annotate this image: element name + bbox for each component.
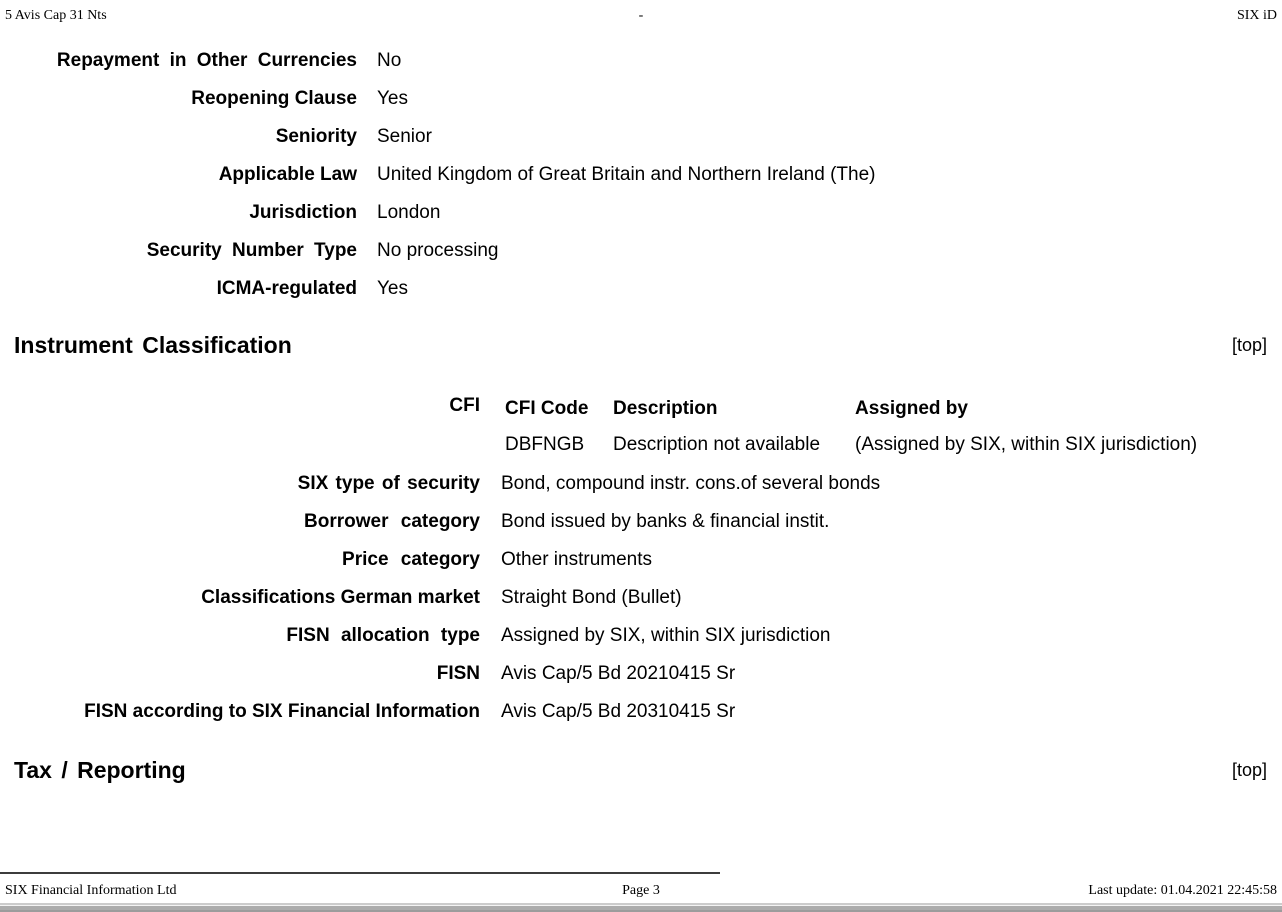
field-value: United Kingdom of Great Britain and Northern Ireland (The) <box>377 164 876 185</box>
field-value: Straight Bond (Bullet) <box>501 587 682 608</box>
horizontal-scrollbar[interactable] <box>0 903 1282 912</box>
section-title: Instrument Classification <box>14 332 292 358</box>
field-row <box>0 624 1282 662</box>
field-value: Yes <box>377 88 408 109</box>
classification-rows <box>0 472 1282 738</box>
field-label: ICMA-regulated <box>216 278 357 299</box>
field-label: Applicable Law <box>218 164 357 185</box>
field-row <box>0 586 1282 624</box>
cfi-table <box>505 397 1197 456</box>
field-label: Price category <box>342 549 480 570</box>
field-row <box>0 163 1282 201</box>
field-label: SIX type of security <box>297 473 480 494</box>
field-label: Seniority <box>275 126 357 147</box>
field-row <box>0 125 1282 163</box>
field-label: Repayment in Other Currencies <box>56 50 357 71</box>
cfi-field-label: CFI <box>449 395 480 416</box>
field-label: Jurisdiction <box>249 202 357 223</box>
header-product-name: SIX iD <box>1236 8 1277 23</box>
field-value: Avis Cap/5 Bd 20310415 Sr <box>501 701 736 722</box>
cfi-table-row <box>505 433 1197 456</box>
security-details-rows <box>0 49 1282 315</box>
document-header <box>5 8 1277 24</box>
header-separator: - <box>638 8 644 23</box>
cfi-code-value: DBFNGB <box>505 434 585 455</box>
field-value: Senior <box>377 126 432 147</box>
field-row <box>0 700 1282 738</box>
field-value: No <box>377 50 402 71</box>
field-value: No processing <box>377 240 499 261</box>
cfi-table-header-row <box>505 397 1197 420</box>
section-title: Tax / Reporting <box>14 757 186 783</box>
footer-last-update: Last update: 01.04.2021 22:45:58 <box>1088 883 1277 898</box>
field-value: Bond, compound instr. cons.of several bonds <box>501 473 881 494</box>
footer-separator-line <box>0 872 720 874</box>
field-row <box>0 548 1282 586</box>
footer-page-number: Page 3 <box>622 883 660 898</box>
field-label: Security Number Type <box>146 240 357 261</box>
document-footer <box>5 883 1277 899</box>
footer-company-name: SIX Financial Information Ltd <box>5 883 177 898</box>
field-value: Other instruments <box>501 549 652 570</box>
field-label: FISN allocation type <box>286 625 480 646</box>
field-row <box>0 662 1282 700</box>
cfi-description-column-header: Description <box>613 398 718 419</box>
field-row <box>0 49 1282 87</box>
field-row <box>0 87 1282 125</box>
field-value: Assigned by SIX, within SIX jurisdiction <box>501 625 831 646</box>
top-link[interactable]: [top] <box>1231 760 1267 780</box>
field-row <box>0 201 1282 239</box>
field-label: Borrower category <box>304 511 480 532</box>
section-instrument-classification <box>14 332 1267 358</box>
section-tax-reporting <box>14 757 1267 783</box>
field-label: Classifications German market <box>201 587 480 608</box>
cfi-code-column-header: CFI Code <box>505 398 589 419</box>
top-link[interactable]: [top] <box>1231 335 1267 355</box>
field-value: Avis Cap/5 Bd 20210415 Sr <box>501 663 736 684</box>
field-value: Bond issued by banks & financial instit. <box>501 511 830 532</box>
field-label: FISN according to SIX Financial Information <box>84 701 480 722</box>
field-label: Reopening Clause <box>191 88 357 109</box>
field-row <box>0 510 1282 548</box>
field-row <box>0 472 1282 510</box>
header-instrument-name: 5 Avis Cap 31 Nts <box>5 8 107 23</box>
field-label: FISN <box>436 663 480 684</box>
field-row <box>0 277 1282 315</box>
cfi-assigned-by-value: (Assigned by SIX, within SIX jurisdiction) <box>855 434 1198 455</box>
field-value: Yes <box>377 278 408 299</box>
field-value: London <box>377 202 441 223</box>
cfi-block <box>0 397 1282 456</box>
cfi-description-value: Description not available <box>613 434 821 455</box>
field-row <box>0 239 1282 277</box>
cfi-assigned-by-column-header: Assigned by <box>855 398 968 419</box>
